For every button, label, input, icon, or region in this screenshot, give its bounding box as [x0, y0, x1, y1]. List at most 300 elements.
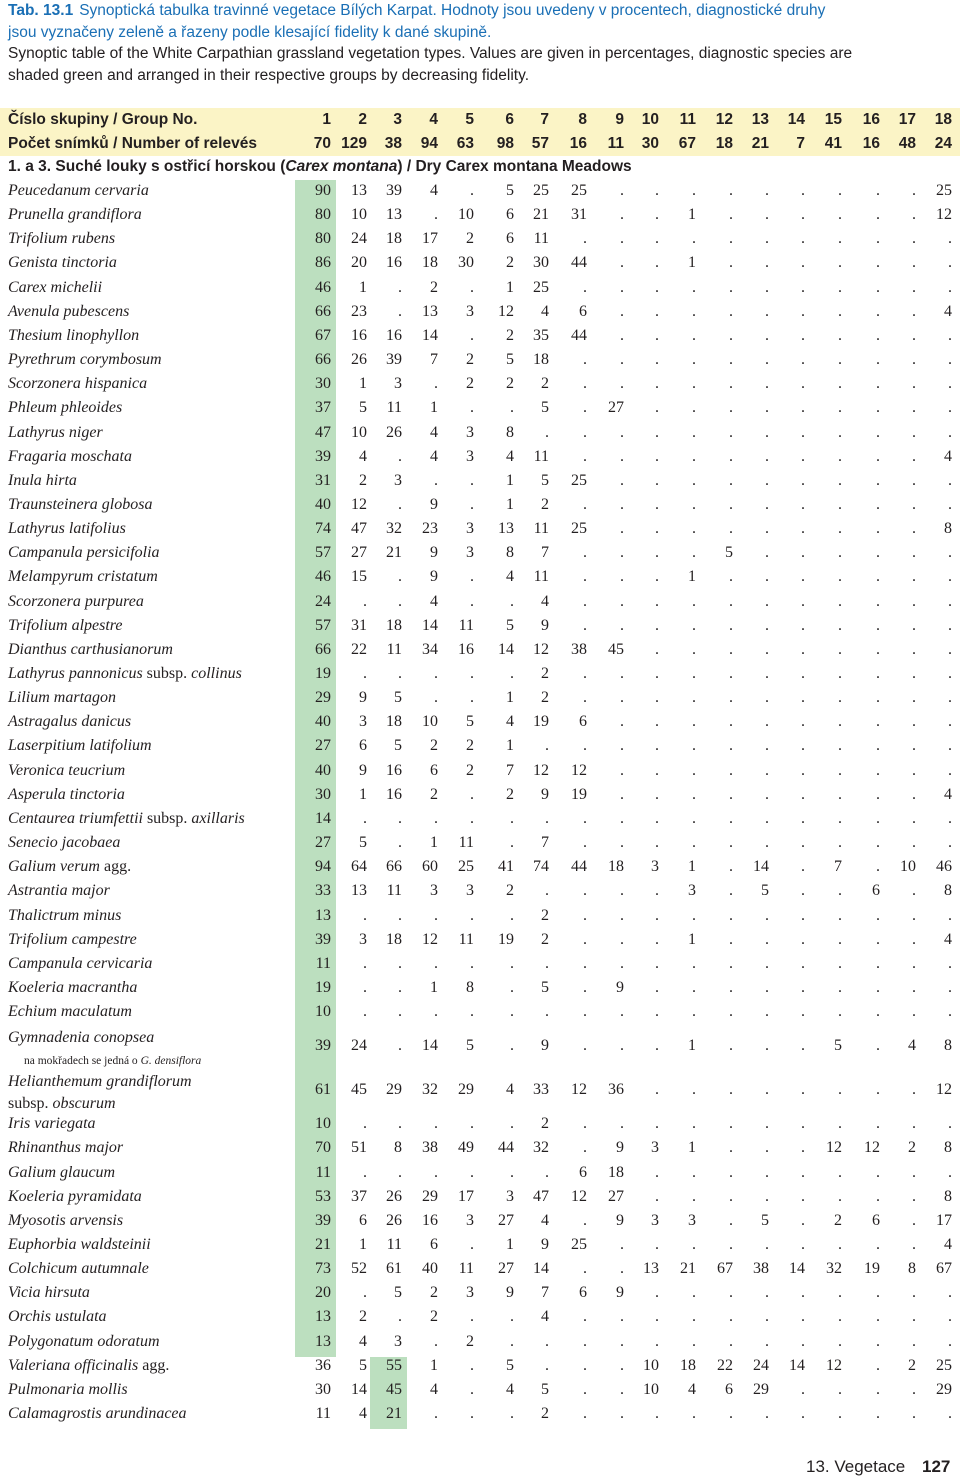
frequency-value: .: [765, 1115, 769, 1133]
frequency-value: 32: [826, 1260, 842, 1278]
frequency-value: .: [363, 1003, 367, 1021]
group-number: 7: [540, 111, 549, 128]
frequency-value: 25: [936, 1356, 952, 1374]
frequency-value: .: [583, 544, 587, 562]
species-taxon: Orchis ustulata: [8, 1308, 107, 1326]
frequency-value: 12: [533, 640, 549, 658]
frequency-value: .: [692, 1187, 696, 1205]
frequency-value: .: [620, 1308, 624, 1326]
frequency-value: .: [948, 954, 952, 972]
relevé-count: 98: [496, 135, 514, 152]
frequency-value: .: [876, 785, 880, 803]
species-name: [8, 1284, 90, 1302]
species-name: [8, 593, 144, 611]
frequency-value: .: [912, 1115, 916, 1133]
frequency-value: .: [801, 834, 805, 852]
frequency-value: .: [692, 1236, 696, 1253]
frequency-value: .: [912, 713, 916, 731]
caption-english-line-2: shaded green and arranged in their respective groups by decreasing fidelity.: [8, 66, 530, 84]
species-name: [8, 641, 173, 659]
frequency-value: .: [510, 1308, 514, 1326]
frequency-value: 39: [315, 930, 331, 948]
frequency-value: .: [948, 616, 952, 634]
frequency-value: .: [729, 665, 733, 682]
frequency-value: 2: [541, 495, 549, 513]
frequency-value: .: [434, 375, 438, 393]
frequency-value: .: [912, 1211, 916, 1229]
frequency-value: .: [912, 254, 916, 272]
table-row: [0, 327, 960, 351]
species-name: [8, 448, 132, 466]
frequency-value: 2: [506, 785, 514, 803]
frequency-value: .: [876, 1003, 880, 1021]
species-name: [8, 882, 110, 900]
table-row: [0, 593, 960, 617]
frequency-value: 21: [680, 1260, 696, 1278]
frequency-value: .: [470, 182, 474, 199]
frequency-value: .: [692, 1405, 696, 1423]
species-name: [8, 737, 152, 755]
frequency-value: .: [801, 302, 805, 320]
frequency-value: .: [692, 375, 696, 393]
caption-english-line-1: Synoptic table of the White Carpathian grassland vegetation types. Values are given in percentages, diagnostic species are: [8, 45, 853, 62]
frequency-value: 25: [571, 520, 587, 538]
frequency-value: 12: [571, 1187, 587, 1205]
frequency-value: .: [876, 568, 880, 586]
frequency-value: .: [765, 302, 769, 320]
frequency-value: 5: [466, 713, 474, 731]
table-row: [0, 375, 960, 399]
frequency-value: .: [838, 1115, 842, 1133]
frequency-value: .: [912, 834, 916, 852]
species-name: [8, 810, 245, 828]
frequency-value: .: [765, 689, 769, 707]
frequency-value: 22: [717, 1356, 733, 1374]
frequency-value: .: [398, 592, 402, 610]
frequency-value: .: [545, 737, 549, 755]
frequency-value: .: [838, 278, 842, 296]
frequency-value: .: [620, 1332, 624, 1350]
frequency-value: 39: [386, 351, 402, 369]
frequency-value: 1: [688, 206, 696, 224]
frequency-value: .: [729, 351, 733, 369]
frequency-value: 66: [315, 640, 331, 658]
frequency-value: .: [801, 785, 805, 803]
species-taxon: Phleum phleoides: [8, 399, 123, 417]
frequency-value: .: [620, 1260, 624, 1278]
frequency-value: .: [838, 1380, 842, 1398]
frequency-value: .: [510, 1405, 514, 1423]
species-infraspecific: obscurum: [52, 1095, 116, 1113]
frequency-value: 6: [872, 1211, 880, 1229]
frequency-value: .: [876, 737, 880, 755]
species-name: [8, 254, 117, 272]
frequency-value: .: [801, 1163, 805, 1181]
frequency-value: .: [470, 1356, 474, 1374]
frequency-value: .: [583, 1115, 587, 1133]
frequency-value: 11: [533, 230, 549, 248]
frequency-value: .: [655, 568, 659, 586]
frequency-value: 5: [506, 351, 514, 369]
frequency-value: .: [655, 1081, 659, 1099]
frequency-value: .: [655, 930, 659, 948]
frequency-value: .: [363, 665, 367, 682]
frequency-value: .: [655, 520, 659, 538]
frequency-value: .: [583, 809, 587, 827]
frequency-value: .: [948, 592, 952, 610]
frequency-value: 4: [430, 592, 438, 610]
frequency-value: .: [692, 544, 696, 562]
frequency-value: 18: [422, 254, 438, 272]
frequency-value: .: [692, 906, 696, 924]
frequency-value: .: [876, 1163, 880, 1181]
frequency-value: 60: [422, 858, 438, 876]
caption-czech-line-1: Tab. 13.1 Synoptická tabulka travinné vegetace Bílých Karpat. Hodnoty jsou uvedeny v procentech, diagnostické druhy: [8, 2, 826, 19]
frequency-value: .: [838, 1003, 842, 1021]
species-taxon: Dianthus carthusianorum: [8, 640, 173, 658]
frequency-value: .: [948, 809, 952, 827]
frequency-value: .: [655, 1236, 659, 1253]
frequency-value: .: [434, 471, 438, 489]
frequency-value: .: [655, 640, 659, 658]
frequency-value: .: [620, 1115, 624, 1133]
frequency-value: .: [692, 640, 696, 658]
group-number: 14: [787, 111, 805, 128]
frequency-value: 2: [466, 375, 474, 393]
frequency-value: 18: [608, 1163, 624, 1181]
frequency-value: .: [876, 761, 880, 779]
frequency-value: .: [912, 1405, 916, 1423]
frequency-value: 5: [506, 182, 514, 199]
frequency-value: .: [620, 182, 624, 199]
frequency-value: 34: [422, 640, 438, 658]
table-row: [0, 1003, 960, 1027]
frequency-value: .: [583, 568, 587, 586]
species-taxon: Campanula cervicaria: [8, 954, 153, 972]
frequency-value: .: [655, 882, 659, 900]
species-name: [8, 617, 123, 635]
species-taxon: Thesium linophyllon: [8, 326, 140, 344]
frequency-value: .: [801, 230, 805, 248]
frequency-value: 13: [422, 302, 438, 320]
frequency-value: 8: [506, 544, 514, 562]
species-taxon: Inula hirta: [8, 471, 77, 489]
table-row: [0, 955, 960, 979]
frequency-value: 14: [351, 1380, 367, 1398]
table-row: [0, 1357, 960, 1381]
frequency-value: .: [470, 1115, 474, 1133]
frequency-value: .: [729, 592, 733, 610]
frequency-value: .: [620, 471, 624, 489]
frequency-value: .: [655, 423, 659, 441]
frequency-value: .: [948, 713, 952, 731]
table-row: [0, 279, 960, 303]
frequency-value: 2: [541, 375, 549, 393]
frequency-value: 1: [506, 737, 514, 755]
frequency-value: .: [729, 809, 733, 827]
frequency-value: .: [912, 882, 916, 900]
frequency-value: 5: [506, 616, 514, 634]
frequency-value: .: [434, 1405, 438, 1423]
frequency-value: .: [655, 906, 659, 924]
frequency-value: 5: [541, 399, 549, 417]
frequency-value: 31: [315, 471, 331, 489]
frequency-value: 2: [430, 737, 438, 755]
frequency-value: 8: [394, 1139, 402, 1157]
frequency-value: .: [912, 399, 916, 417]
frequency-value: .: [801, 278, 805, 296]
frequency-value: 2: [541, 1115, 549, 1133]
frequency-value: .: [876, 1405, 880, 1423]
frequency-value: 27: [351, 544, 367, 562]
frequency-value: 17: [458, 1187, 474, 1205]
frequency-value: 1: [506, 495, 514, 513]
frequency-value: .: [363, 954, 367, 972]
frequency-value: .: [398, 665, 402, 682]
species-taxon: Trifolium alpestre: [8, 616, 123, 634]
frequency-value: .: [545, 882, 549, 900]
frequency-value: 2: [506, 254, 514, 272]
frequency-value: 2: [430, 1284, 438, 1302]
frequency-value: .: [655, 471, 659, 489]
frequency-value: 3: [466, 447, 474, 465]
frequency-value: 8: [908, 1260, 916, 1278]
species-note: na mokřadech se jedná o: [24, 1055, 141, 1068]
frequency-value: .: [583, 1139, 587, 1157]
frequency-value: .: [729, 616, 733, 634]
frequency-value: 47: [315, 423, 331, 441]
species-taxon: Thalictrum minus: [8, 906, 122, 924]
frequency-value: .: [801, 447, 805, 465]
frequency-value: .: [838, 182, 842, 199]
frequency-value: 2: [506, 882, 514, 900]
frequency-value: .: [510, 592, 514, 610]
frequency-value: .: [434, 1003, 438, 1021]
frequency-value: .: [912, 1332, 916, 1350]
frequency-value: .: [655, 351, 659, 369]
frequency-value: .: [363, 809, 367, 827]
species-name: [8, 182, 149, 200]
frequency-value: .: [692, 399, 696, 417]
frequency-value: .: [876, 471, 880, 489]
frequency-value: .: [583, 1308, 587, 1326]
frequency-value: 12: [422, 930, 438, 948]
frequency-value: 1: [506, 1236, 514, 1253]
frequency-value: .: [692, 1332, 696, 1350]
frequency-value: 5: [394, 1284, 402, 1302]
table-row: [0, 182, 960, 206]
species-name: [8, 1139, 123, 1157]
frequency-value: .: [912, 1236, 916, 1253]
table-row: [0, 858, 960, 882]
frequency-value: 4: [541, 302, 549, 320]
species-taxon: Traunsteinera globosa: [8, 495, 153, 513]
frequency-value: .: [620, 544, 624, 562]
frequency-value: 2: [466, 761, 474, 779]
frequency-value: 24: [351, 1037, 367, 1055]
frequency-value: 2: [359, 1308, 367, 1326]
frequency-value: 67: [936, 1260, 952, 1278]
frequency-value: 57: [315, 616, 331, 634]
frequency-value: 11: [458, 834, 474, 852]
frequency-value: .: [765, 399, 769, 417]
relevé-count: 30: [641, 135, 659, 152]
frequency-value: 3: [466, 544, 474, 562]
frequency-value: 9: [430, 544, 438, 562]
frequency-value: 2: [466, 1332, 474, 1350]
frequency-value: 17: [936, 1211, 952, 1229]
frequency-value: .: [948, 761, 952, 779]
frequency-value: .: [729, 1003, 733, 1021]
frequency-value: 94: [315, 858, 331, 876]
frequency-value: .: [838, 954, 842, 972]
frequency-value: .: [729, 858, 733, 876]
frequency-value: .: [912, 761, 916, 779]
frequency-value: .: [876, 399, 880, 417]
frequency-value: 11: [458, 930, 474, 948]
frequency-value: .: [692, 302, 696, 320]
frequency-value: .: [801, 858, 805, 876]
frequency-value: 1: [688, 858, 696, 876]
frequency-value: .: [692, 447, 696, 465]
frequency-value: 39: [386, 182, 402, 199]
frequency-value: 4: [688, 1380, 696, 1398]
frequency-value: .: [470, 906, 474, 924]
frequency-value: .: [912, 544, 916, 562]
frequency-value: 45: [608, 640, 624, 658]
species-taxon: Lathyrus niger: [8, 423, 103, 441]
frequency-value: .: [583, 665, 587, 682]
frequency-value: .: [765, 592, 769, 610]
table-row: [0, 641, 960, 665]
frequency-value: .: [876, 1081, 880, 1099]
frequency-value: 9: [616, 978, 624, 996]
frequency-value: 5: [541, 978, 549, 996]
frequency-value: .: [398, 1037, 402, 1055]
frequency-value: .: [838, 447, 842, 465]
frequency-value: .: [729, 375, 733, 393]
frequency-value: 66: [386, 858, 402, 876]
frequency-value: .: [620, 326, 624, 344]
frequency-value: .: [470, 665, 474, 682]
frequency-value: 10: [351, 206, 367, 224]
frequency-value: .: [912, 302, 916, 320]
frequency-value: 14: [422, 326, 438, 344]
frequency-value: 27: [315, 834, 331, 852]
frequency-value: .: [801, 375, 805, 393]
species-name: [8, 1308, 107, 1326]
frequency-value: .: [655, 182, 659, 199]
frequency-value: .: [692, 1284, 696, 1302]
species-name: [8, 1212, 123, 1230]
frequency-value: 6: [506, 230, 514, 248]
table-row: [0, 907, 960, 931]
frequency-value: 5: [761, 882, 769, 900]
frequency-value: 2: [541, 906, 549, 924]
frequency-value: .: [692, 230, 696, 248]
frequency-value: 19: [864, 1260, 880, 1278]
frequency-value: .: [583, 930, 587, 948]
frequency-value: .: [655, 665, 659, 682]
frequency-value: 14: [789, 1260, 805, 1278]
frequency-value: .: [838, 882, 842, 900]
frequency-value: 14: [533, 1260, 549, 1278]
species-name: [8, 1381, 128, 1399]
frequency-value: .: [545, 423, 549, 441]
frequency-value: .: [838, 592, 842, 610]
frequency-value: .: [912, 1163, 916, 1181]
frequency-value: .: [801, 1308, 805, 1326]
group-number: 18: [934, 111, 952, 128]
frequency-value: .: [876, 423, 880, 441]
frequency-value: 4: [430, 1380, 438, 1398]
frequency-value: .: [801, 1187, 805, 1205]
frequency-value: 3: [651, 1211, 659, 1229]
frequency-value: 9: [541, 1037, 549, 1055]
frequency-value: 4: [506, 1081, 514, 1099]
species-name: [8, 907, 121, 925]
frequency-value: .: [876, 954, 880, 972]
frequency-value: .: [545, 1332, 549, 1350]
frequency-value: .: [583, 1356, 587, 1374]
frequency-value: .: [912, 278, 916, 296]
species-taxon: Veronica teucrium: [8, 761, 126, 779]
frequency-value: .: [583, 230, 587, 248]
frequency-value: .: [729, 834, 733, 852]
frequency-value: .: [912, 737, 916, 755]
frequency-value: 11: [386, 399, 402, 417]
frequency-value: 46: [315, 278, 331, 296]
species-rank: subsp.: [142, 809, 192, 827]
frequency-value: .: [838, 1187, 842, 1205]
frequency-value: .: [729, 326, 733, 344]
frequency-value: .: [948, 278, 952, 296]
table-caption: [8, 0, 958, 86]
frequency-value: .: [801, 1380, 805, 1398]
frequency-value: 11: [533, 568, 549, 586]
frequency-value: 11: [458, 616, 474, 634]
group-number: 9: [615, 111, 624, 128]
frequency-value: .: [912, 447, 916, 465]
species-name: [8, 1188, 142, 1206]
species-taxon: Valeriana officinalis: [8, 1356, 139, 1374]
species-name: [8, 955, 152, 973]
species-name: [8, 206, 142, 224]
frequency-value: 3: [466, 520, 474, 538]
species-taxon: Prunella grandiflora: [8, 206, 142, 224]
frequency-value: .: [912, 809, 916, 827]
frequency-value: .: [620, 834, 624, 852]
frequency-value: .: [876, 713, 880, 731]
footer-chapter: 13. Vegetace: [806, 1457, 906, 1476]
frequency-value: 6: [725, 1380, 733, 1398]
frequency-value: .: [363, 1284, 367, 1302]
frequency-value: 4: [430, 447, 438, 465]
frequency-value: 6: [430, 1236, 438, 1253]
frequency-value: .: [655, 447, 659, 465]
frequency-value: 40: [315, 713, 331, 731]
frequency-value: .: [948, 544, 952, 562]
frequency-value: .: [838, 737, 842, 755]
species-taxon: Galium glaucum: [8, 1163, 116, 1181]
table-row: [0, 665, 960, 689]
frequency-value: 12: [826, 1139, 842, 1157]
frequency-value: .: [838, 495, 842, 513]
frequency-value: .: [510, 809, 514, 827]
species-taxon: Pulmonaria mollis: [8, 1380, 128, 1398]
frequency-value: .: [912, 1003, 916, 1021]
species-name: [8, 399, 122, 417]
